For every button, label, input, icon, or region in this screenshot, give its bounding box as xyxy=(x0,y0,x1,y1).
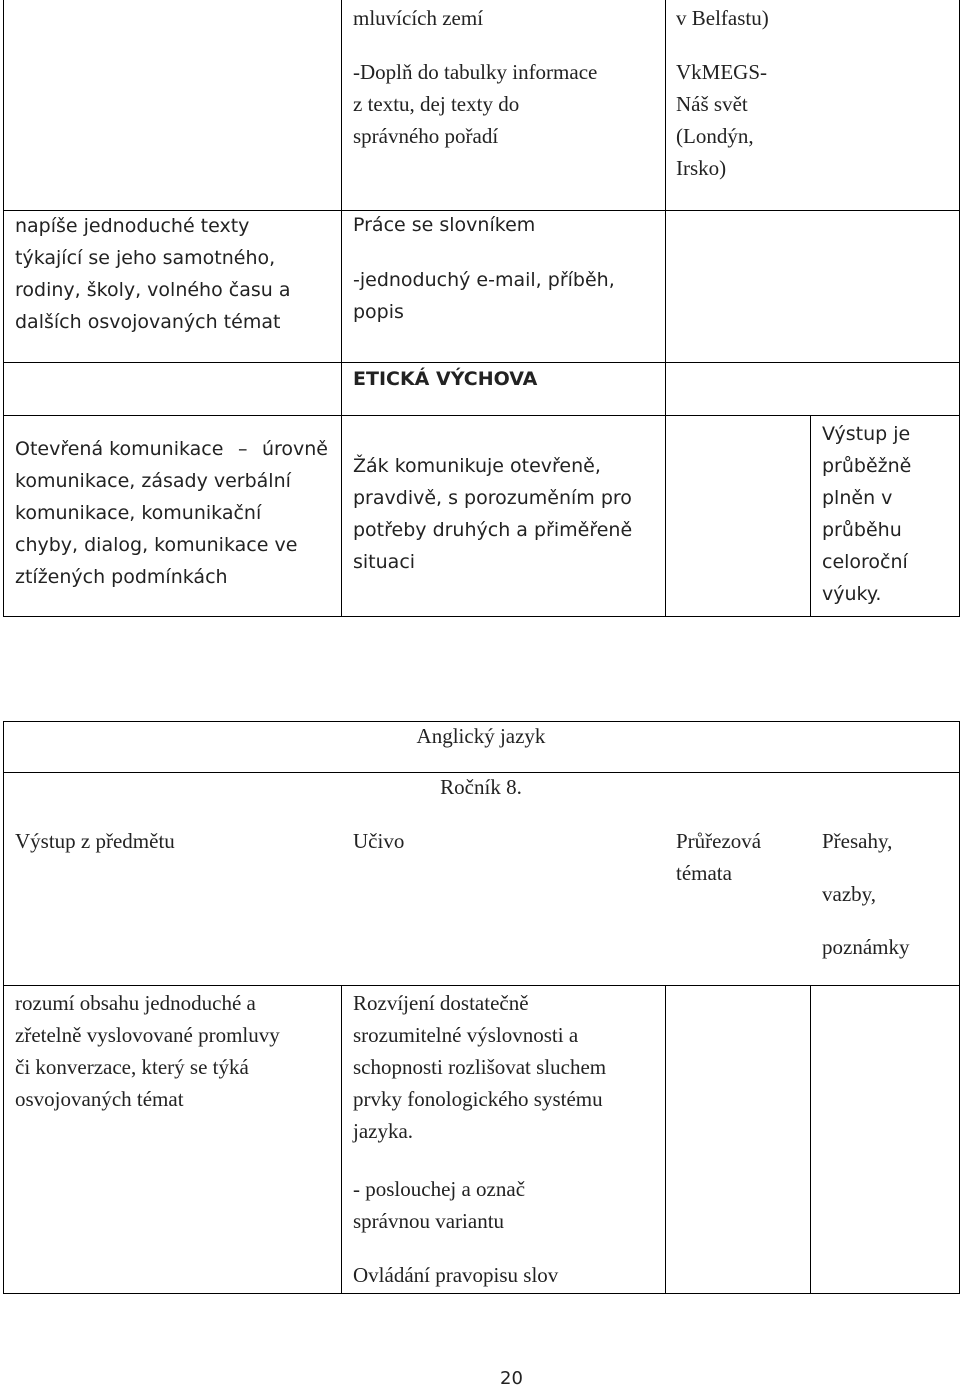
text-line: popis xyxy=(353,301,404,323)
column-header-output: Výstup z předmětu xyxy=(15,829,175,853)
text-line: Rozvíjení dostatečně xyxy=(353,991,529,1015)
row-top-col3 xyxy=(676,2,769,184)
row-top-col2 xyxy=(353,2,597,152)
text-line: poznámky xyxy=(822,935,910,959)
text-line: komunikace, zásady verbální xyxy=(15,470,291,492)
text-line: napíše jednoduché texty xyxy=(15,215,250,237)
subject-title: Anglický jazyk xyxy=(416,724,546,748)
text-line: - poslouchej a označ xyxy=(353,1177,526,1201)
text-line: rodiny, školy, volného času a xyxy=(15,279,291,301)
text-line: či konverzace, který se týká xyxy=(15,1055,249,1079)
text-line: průběhu xyxy=(822,519,902,541)
column-header-overlaps xyxy=(822,825,909,963)
text-line: komunikace, komunikační xyxy=(15,502,262,524)
text-line: Výstup je xyxy=(822,423,911,445)
dictionary-work: Práce se slovníkem xyxy=(353,214,536,236)
text-line: Náš svět xyxy=(676,92,748,116)
text-line: správnou variantu xyxy=(353,1209,505,1233)
text-line: schopnosti rozlišovat sluchem xyxy=(353,1055,607,1079)
text-line: -jednoduchý e-mail, příběh, xyxy=(353,269,615,291)
row-communication-col2 xyxy=(353,450,632,578)
text-line: Přesahy, xyxy=(822,829,893,853)
text-line: potřeby druhých a přiměřeně xyxy=(353,519,633,541)
text-line: mluvících zemí xyxy=(353,6,484,30)
text-line: Žák komunikuje otevřeně, xyxy=(353,455,601,477)
text-line: výuky. xyxy=(822,583,882,605)
column-header-curriculum: Učivo xyxy=(353,829,405,853)
text-line: rozumí obsahu jednoduché a xyxy=(15,991,256,1015)
text-line: ztížených podmínkách xyxy=(15,566,228,588)
text-line: plněn v xyxy=(822,487,893,509)
text-line: prvky fonologického systému xyxy=(353,1087,603,1111)
row1-col1 xyxy=(15,987,280,1115)
text-line xyxy=(15,433,328,465)
text-line: celoroční xyxy=(822,551,908,573)
text-line: dalších osvojovaných témat xyxy=(15,311,281,333)
column-header-cross-topics xyxy=(676,825,761,889)
text-line: správného pořadí xyxy=(353,124,499,148)
text-line: -Doplň do tabulky informace xyxy=(353,60,598,84)
text-line: Irsko) xyxy=(676,156,727,180)
text-line xyxy=(353,34,597,56)
text-line: Průřezová xyxy=(676,829,762,853)
text-fragment: úrovně xyxy=(261,438,328,460)
text-line: z textu, dej texty do xyxy=(353,92,520,116)
text-line: v Belfastu) xyxy=(676,6,769,30)
row-communication-col4 xyxy=(822,418,911,610)
text-line: srozumitelné výslovnosti a xyxy=(353,1023,579,1047)
text-line: týkající se jeho samotného, xyxy=(15,247,276,269)
text-line: chyby, dialog, komunikace ve xyxy=(15,534,298,556)
text-fragment: Otevřená komunikace xyxy=(15,438,224,460)
text-line xyxy=(676,34,769,56)
text-fragment: – xyxy=(237,438,248,460)
text-line: zřetelně vyslovované promluvy xyxy=(15,1023,280,1047)
text-line: témata xyxy=(676,861,732,885)
row-writes-col1 xyxy=(15,210,290,338)
text-line: situaci xyxy=(353,551,416,573)
text-line: pravdivě, s porozuměním pro xyxy=(353,487,632,509)
text-line: osvojovaných témat xyxy=(15,1087,184,1111)
text-line: (Londýn, xyxy=(676,124,754,148)
row1-col2-para3: Ovládání pravopisu slov xyxy=(353,1263,559,1287)
page-number: 20 xyxy=(500,1368,523,1389)
row-communication-col1 xyxy=(15,433,328,593)
text-line: VkMEGS- xyxy=(676,60,768,84)
grade-title: Ročník 8. xyxy=(440,775,522,799)
text-line: jazyka. xyxy=(353,1119,414,1143)
text-line: průběžně xyxy=(822,455,912,477)
section-heading: ETICKÁ VÝCHOVA xyxy=(353,368,538,390)
text-line: vazby, xyxy=(822,882,877,906)
row1-col2-para1 xyxy=(353,987,606,1147)
row1-col2-para2 xyxy=(353,1173,525,1237)
